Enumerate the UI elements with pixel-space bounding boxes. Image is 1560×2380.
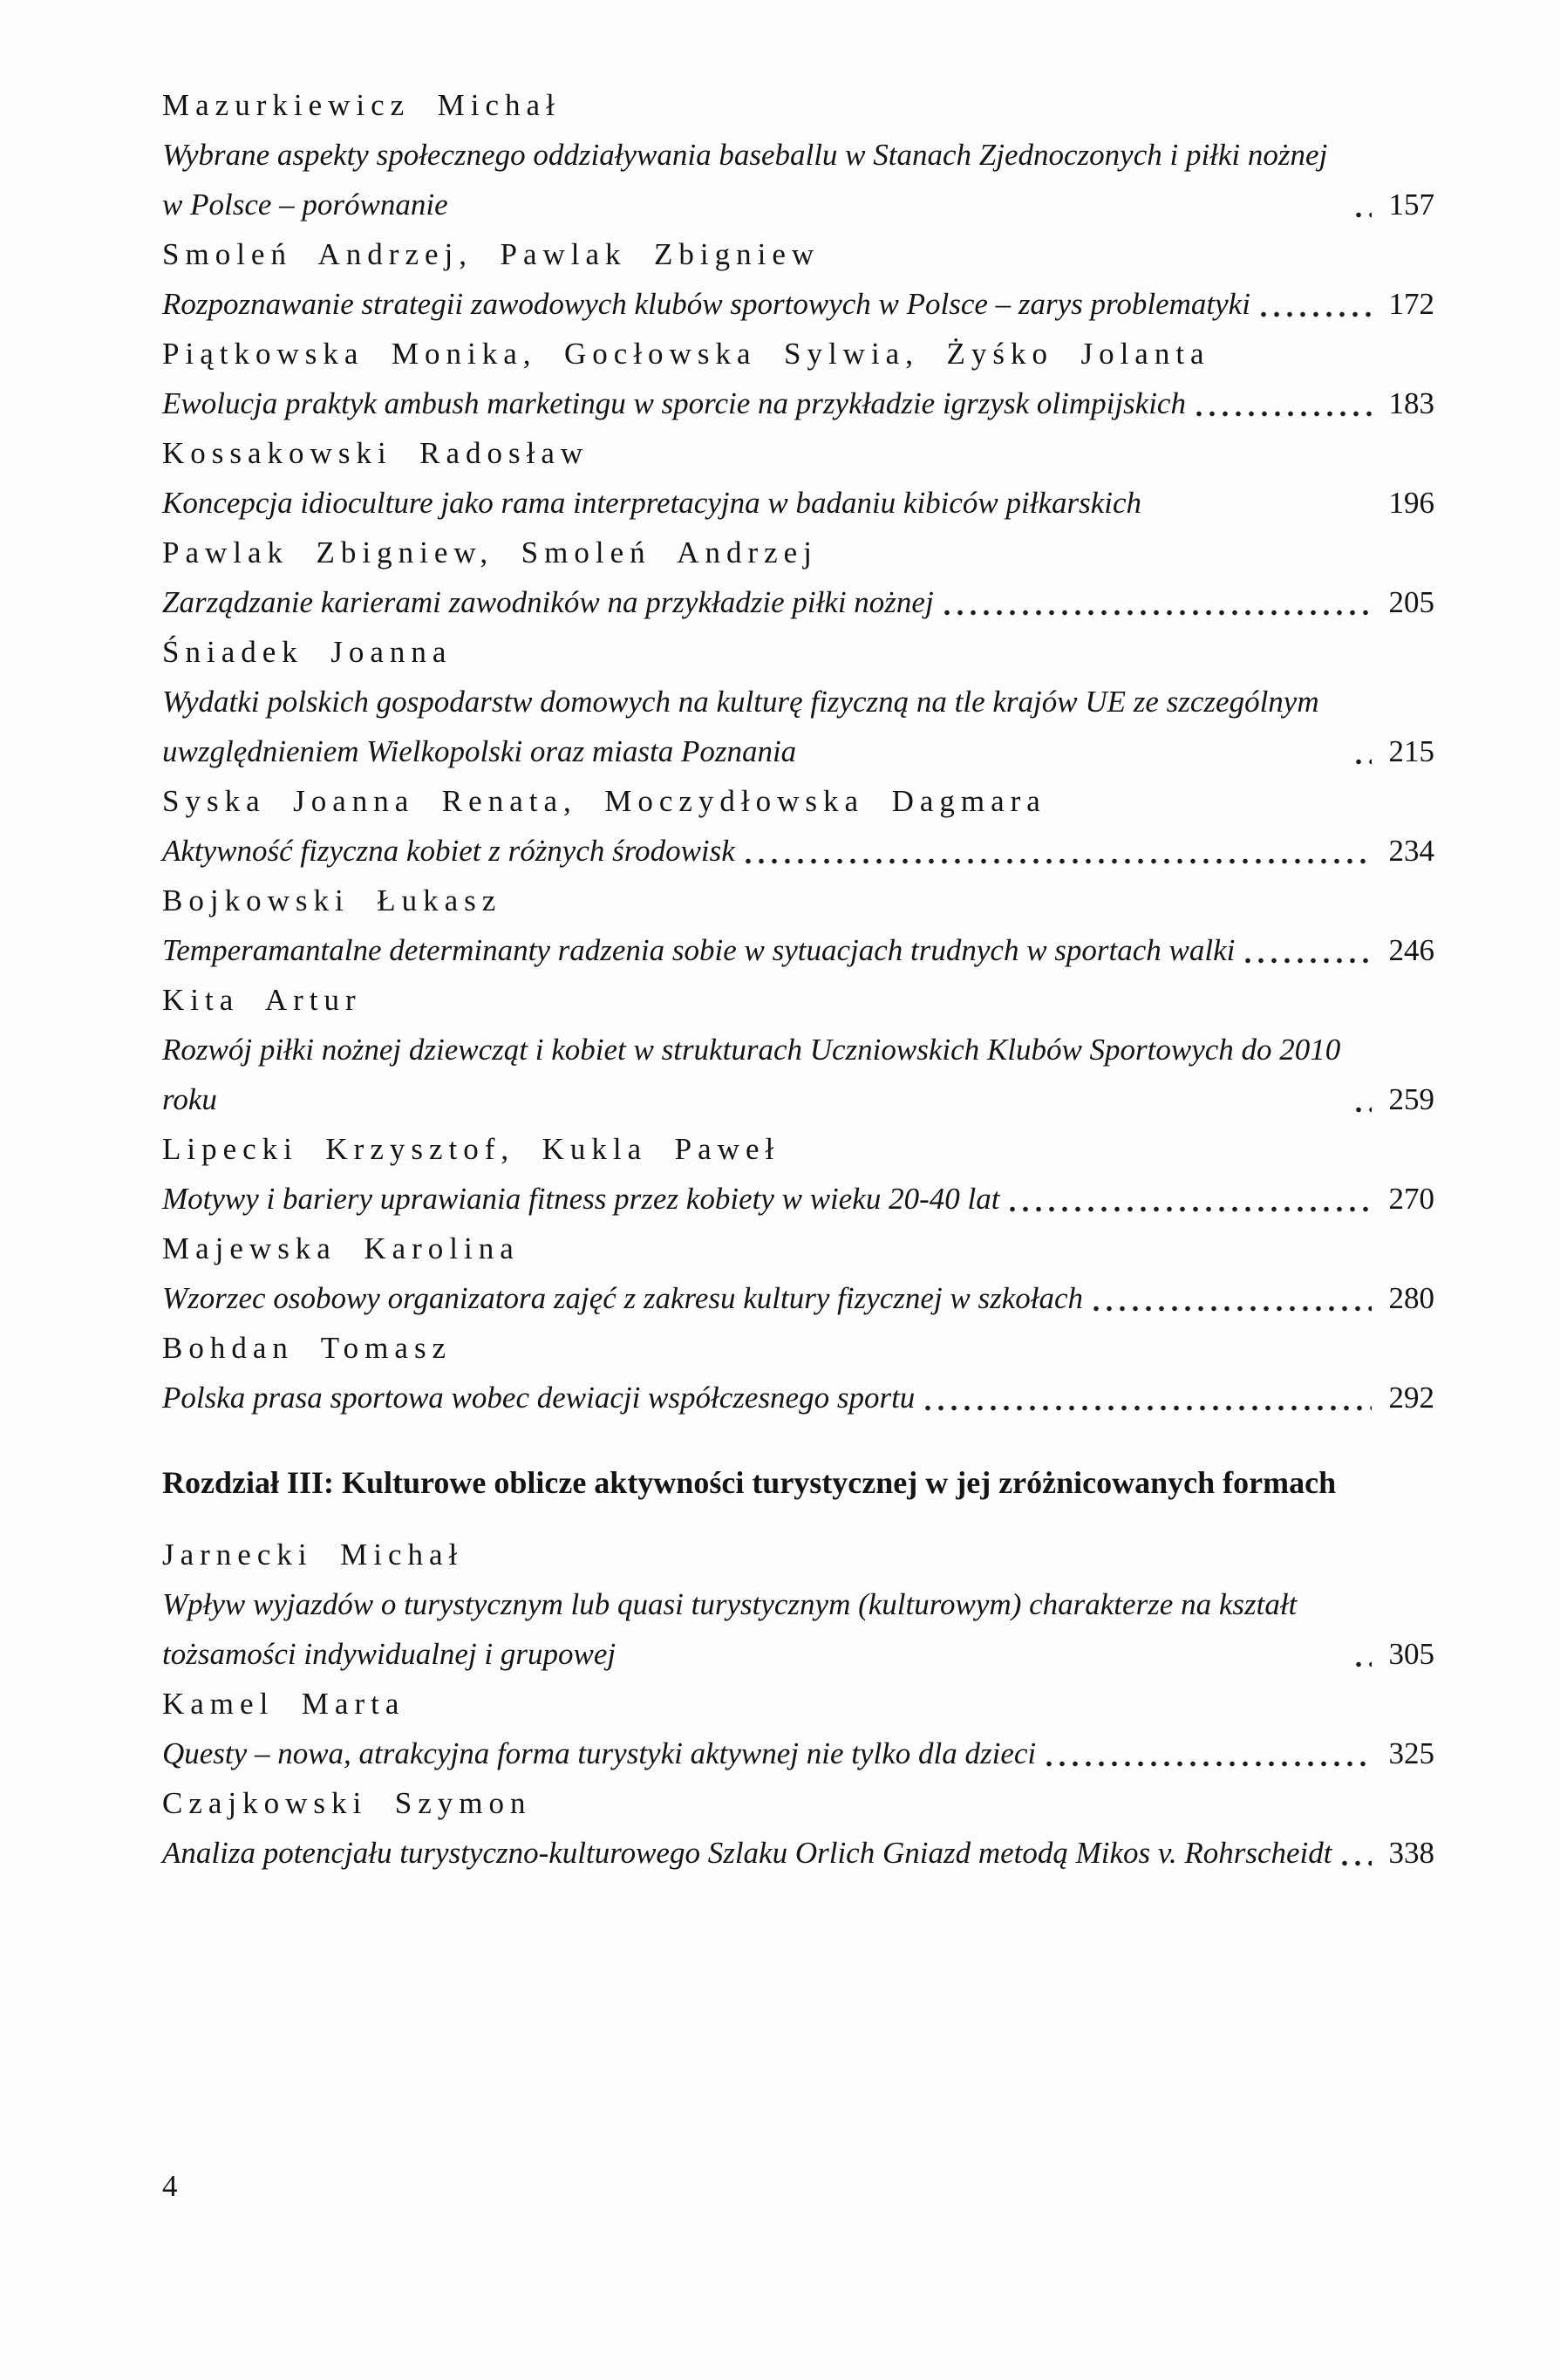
entry-title-line bbox=[162, 1579, 1434, 1679]
toc-entry bbox=[162, 528, 1434, 627]
leader-dots bbox=[1356, 212, 1372, 218]
toc-entry bbox=[162, 876, 1434, 975]
entry-authors: Majewska Karolina bbox=[162, 1231, 520, 1265]
entry-page-number: 280 bbox=[1388, 1281, 1434, 1315]
entry-authors: Czajkowski Szymon bbox=[162, 1786, 532, 1820]
entry-authors: Jarnecki Michał bbox=[162, 1538, 464, 1572]
entry-title: Zarządzanie karierami zawodników na przykładzie piłki nożnej bbox=[162, 585, 934, 619]
entry-title: Analiza potencjału turystyczno-kulturowego Szlaku Orlich Gniazd metodą Mikos v. Rohrscheidt bbox=[162, 1836, 1332, 1870]
entry-title: Aktywność fizyczna kobiet z różnych środowisk bbox=[162, 834, 735, 868]
toc-entry bbox=[162, 428, 1434, 528]
leader-dots bbox=[944, 610, 1372, 616]
entry-page-number: 183 bbox=[1388, 386, 1434, 420]
toc-entry bbox=[162, 1530, 1434, 1679]
entry-title: Polska prasa sportowa wobec dewiacji współczesnego sportu bbox=[162, 1381, 916, 1415]
leader-dots bbox=[1010, 1206, 1372, 1212]
entry-authors: Lipecki Krzysztof, Kukla Paweł bbox=[162, 1132, 780, 1166]
entry-page-number: 215 bbox=[1388, 734, 1434, 768]
leader-dots bbox=[746, 858, 1372, 864]
leader-dots bbox=[1245, 958, 1372, 964]
entry-title: Koncepcja idioculture jako rama interpretacyjna w badaniu kibiców piłkarskich bbox=[162, 486, 1142, 520]
entry-title-line bbox=[162, 1373, 1434, 1422]
entry-authors: Pawlak Zbigniew, Smoleń Andrzej bbox=[162, 535, 818, 569]
entry-page-number: 157 bbox=[1388, 188, 1434, 222]
section-heading: Rozdział III: Kulturowe oblicze aktywności turystycznej w jej zróżnicowanych formach bbox=[162, 1465, 1337, 1500]
toc-entry bbox=[162, 80, 1434, 229]
entry-title: Rozpoznawanie strategii zawodowych klubów sportowych w Polsce – zarys problematyki bbox=[162, 287, 1250, 321]
page-number: 4 bbox=[162, 2169, 178, 2203]
leader-dots bbox=[1046, 1761, 1372, 1767]
toc-entry bbox=[162, 627, 1434, 776]
entry-title-line bbox=[162, 925, 1434, 975]
entry-title-line bbox=[162, 1729, 1434, 1778]
entry-title: Wzorzec osobowy organizatora zajęć z zakresu kultury fizycznej w szkołach bbox=[162, 1281, 1084, 1315]
entry-title-line bbox=[162, 1828, 1434, 1878]
entry-title-line bbox=[162, 577, 1434, 627]
entry-title-line bbox=[162, 130, 1434, 229]
entry-page-number: 292 bbox=[1388, 1381, 1434, 1415]
entry-title: Wydatki polskich gospodarstw domowych na kulturę fizyczną na tle krajów UE ze szczególnym uwzględnieniem Wielkopolski oraz miasta Poznania bbox=[162, 685, 1319, 768]
leader-dots bbox=[1356, 759, 1372, 765]
leader-dots bbox=[1342, 1860, 1372, 1866]
entry-title: Motywy i bariery uprawiania fitness przez kobiety w wieku 20-40 lat bbox=[162, 1182, 1000, 1216]
entry-title-line bbox=[162, 279, 1434, 329]
toc-entry bbox=[162, 329, 1434, 428]
entry-page-number: 338 bbox=[1388, 1836, 1434, 1870]
entry-title: Rozwój piłki nożnej dziewcząt i kobiet w strukturach Uczniowskich Klubów Sportowych do 2010 roku bbox=[162, 1033, 1341, 1116]
entry-title: Ewolucja praktyk ambush marketingu w sporcie na przykładzie igrzysk olimpijskich bbox=[162, 386, 1186, 420]
entry-authors: Śniadek Joanna bbox=[162, 635, 453, 669]
entry-page-number: 305 bbox=[1388, 1637, 1434, 1671]
entry-title-line bbox=[162, 1174, 1434, 1224]
entry-page-number: 325 bbox=[1388, 1736, 1434, 1770]
entry-authors: Bojkowski Łukasz bbox=[162, 883, 502, 917]
entry-title-line bbox=[162, 1025, 1434, 1124]
entry-title-line bbox=[162, 677, 1434, 776]
toc-entry bbox=[162, 1323, 1434, 1422]
entry-authors: Kossakowski Radosław bbox=[162, 436, 589, 470]
entry-title-line bbox=[162, 826, 1434, 876]
leader-dots bbox=[1093, 1306, 1372, 1312]
entry-title: Questy – nowa, atrakcyjna forma turystyki aktywnej nie tylko dla dzieci bbox=[162, 1736, 1037, 1770]
entry-authors: Smoleń Andrzej, Pawlak Zbigniew bbox=[162, 237, 821, 271]
entry-title-line bbox=[162, 378, 1434, 428]
toc-entry bbox=[162, 1124, 1434, 1224]
entry-page-number: 172 bbox=[1388, 287, 1434, 321]
entry-authors: Mazurkiewicz Michał bbox=[162, 88, 561, 122]
entry-authors: Kita Artur bbox=[162, 983, 362, 1017]
leader-dots bbox=[1356, 1661, 1372, 1667]
leader-dots bbox=[1261, 311, 1372, 317]
entry-authors: Bohdan Tomasz bbox=[162, 1331, 453, 1365]
toc-entry bbox=[162, 1224, 1434, 1323]
leader-dots bbox=[925, 1405, 1372, 1411]
toc-entry bbox=[162, 776, 1434, 876]
entry-page-number: 205 bbox=[1388, 585, 1434, 619]
toc-entry bbox=[162, 1679, 1434, 1778]
entry-title-line bbox=[162, 478, 1434, 528]
entry-title: Temperamantalne determinanty radzenia sobie w sytuacjach trudnych w sportach walki bbox=[162, 933, 1236, 967]
entry-page-number: 246 bbox=[1388, 933, 1434, 967]
entry-authors: Kamel Marta bbox=[162, 1687, 405, 1721]
entry-page-number: 259 bbox=[1388, 1082, 1434, 1116]
entry-page-number: 234 bbox=[1388, 834, 1434, 868]
entry-title: Wpływ wyjazdów o turystycznym lub quasi turystycznym (kulturowym) charakterze na kształt tożsamości indywidualnej i grupowej bbox=[162, 1587, 1298, 1671]
entry-title-line bbox=[162, 1273, 1434, 1323]
leader-dots bbox=[1356, 1107, 1372, 1113]
entry-page-number: 270 bbox=[1388, 1182, 1434, 1216]
toc-entry bbox=[162, 229, 1434, 329]
entry-page-number: 196 bbox=[1388, 486, 1434, 520]
entry-authors: Syska Joanna Renata, Moczydłowska Dagmara bbox=[162, 784, 1046, 818]
toc-entry bbox=[162, 975, 1434, 1124]
entry-title: Wybrane aspekty społecznego oddziaływania baseballu w Stanach Zjednoczonych i piłki nożnej w Polsce – porównanie bbox=[162, 138, 1328, 222]
leader-dots bbox=[1196, 411, 1372, 417]
toc-list bbox=[162, 80, 1434, 1878]
toc-entry bbox=[162, 1778, 1434, 1878]
leader-dots bbox=[1152, 510, 1372, 516]
entry-authors: Piątkowska Monika, Gocłowska Sylwia, Żyśko Jolanta bbox=[162, 337, 1210, 371]
